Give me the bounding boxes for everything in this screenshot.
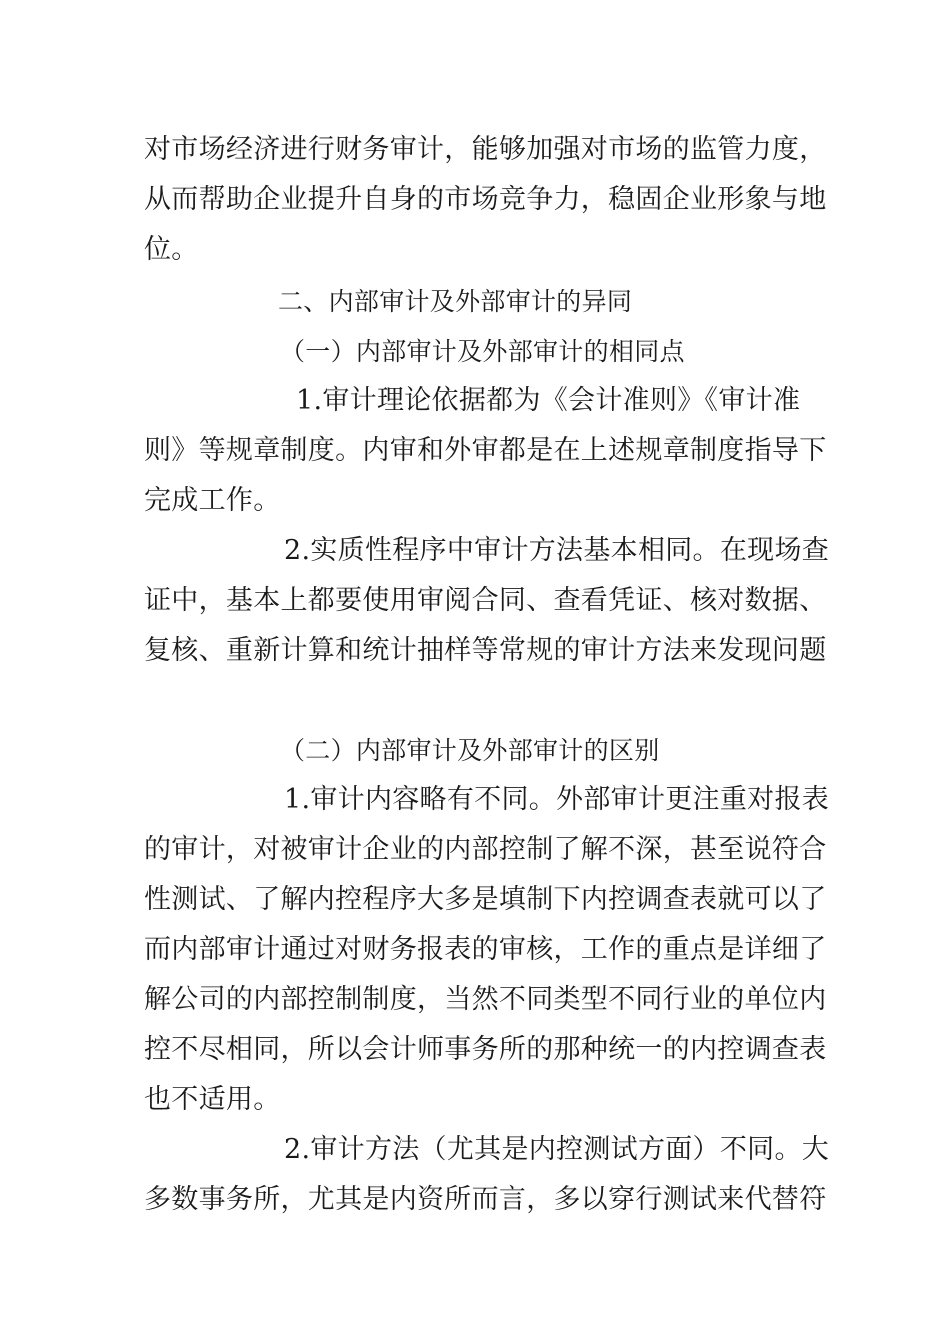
paragraph-line: 2.实质性程序中审计方法基本相同。在现场查 <box>284 535 830 566</box>
paragraph-line: 的审计，对被审计企业的内部控制了解不深，甚至说符合 <box>144 834 827 865</box>
paragraph-line: 对市场经济进行财务审计，能够加强对市场的监管力度， <box>144 134 827 165</box>
paragraph-line: 也不适用。 <box>144 1084 281 1115</box>
paragraph-line: 证中，基本上都要使用审阅合同、查看凭证、核对数据、 <box>144 585 827 616</box>
subsection-heading: （二）内部审计及外部审计的区别 <box>280 736 660 765</box>
paragraph-line: 从而帮助企业提升自身的市场竞争力，稳固企业形象与地 <box>144 184 827 215</box>
paragraph-line: 性测试、了解内控程序大多是填制下内控调查表就可以了 <box>144 884 827 915</box>
paragraph-line: 多数事务所，尤其是内资所而言，多以穿行测试来代替符 <box>144 1184 827 1215</box>
paragraph-line: 而内部审计通过对财务报表的审核，工作的重点是详细了 <box>144 934 827 965</box>
paragraph-line: 位。 <box>144 234 199 265</box>
paragraph-line: 则》等规章制度。内审和外审都是在上述规章制度指导下 <box>144 435 827 466</box>
paragraph-line: 1.审计内容略有不同。外部审计更注重对报表 <box>284 784 830 815</box>
paragraph-line: 2.审计方法（尤其是内控测试方面）不同。大 <box>284 1134 830 1165</box>
paragraph-line: 1.审计理论依据都为《会计准则》《审计准 <box>296 385 801 416</box>
paragraph-line: 复核、重新计算和统计抽样等常规的审计方法来发现问题 <box>144 635 827 666</box>
section-heading: 二、内部审计及外部审计的异同 <box>278 287 633 316</box>
paragraph-line: 解公司的内部控制制度，当然不同类型不同行业的单位内 <box>144 984 827 1015</box>
subsection-heading: （一）内部审计及外部审计的相同点 <box>280 337 685 366</box>
paragraph-line: 控不尽相同，所以会计师事务所的那种统一的内控调查表 <box>144 1034 827 1065</box>
paragraph-line: 完成工作。 <box>144 485 281 516</box>
